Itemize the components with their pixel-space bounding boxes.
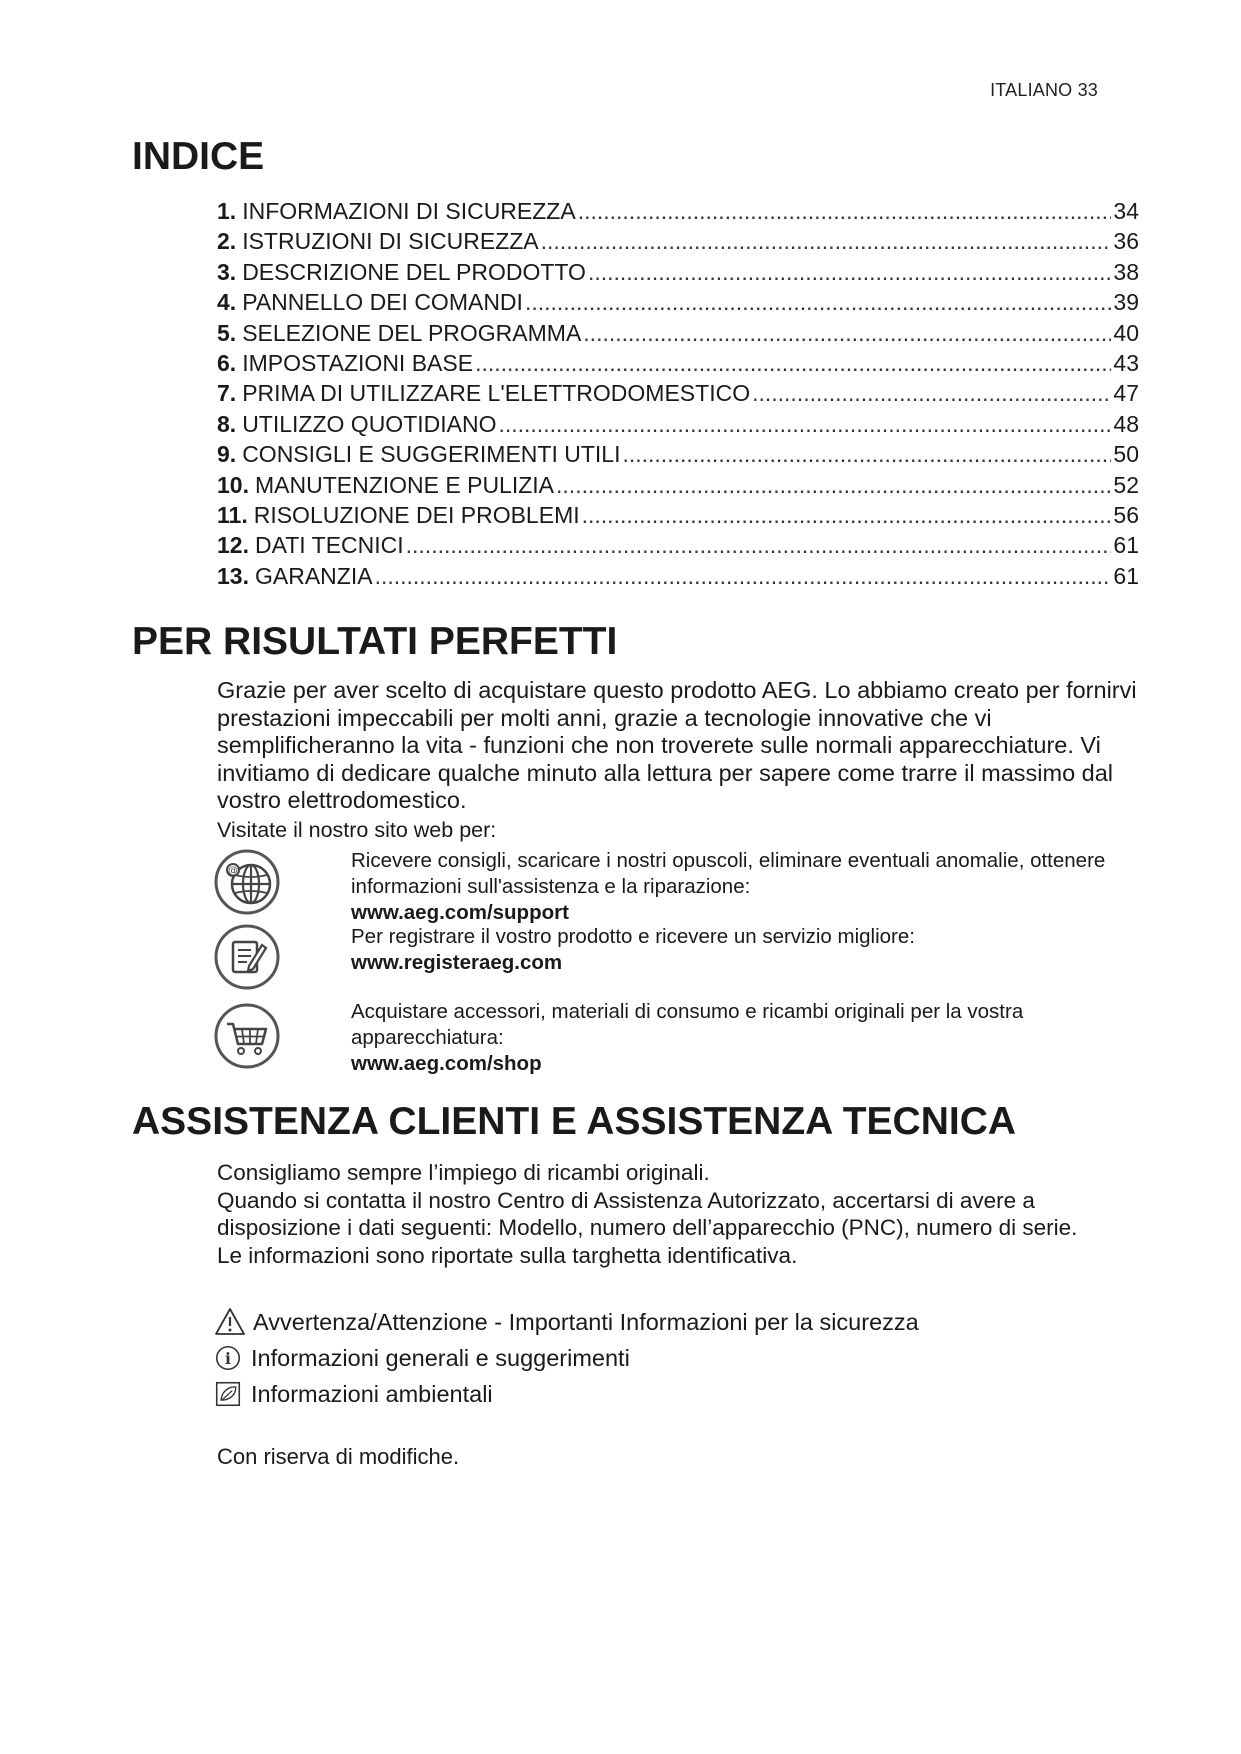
toc-item-label: DESCRIZIONE DEL PRODOTTO [242,258,586,285]
toc-leader [375,563,1112,590]
toc-leader [475,350,1111,377]
toc-item-number: 9. [217,441,237,468]
toc-leader [622,441,1111,468]
toc-leader [541,228,1112,255]
toc-item-label: MANUTENZIONE E PULIZIA [254,471,555,498]
toc-item-number: 11. [217,501,248,528]
toc-item-label: UTILIZZO QUOTIDIANO [242,410,497,437]
register-icon [213,923,281,991]
legend-item [215,1376,919,1412]
legend-text: Informazioni ambientali [251,1380,493,1407]
toc-item-page: 48 [1113,410,1139,437]
toc-item-number: 7. [217,380,237,407]
service-paragraph [217,1159,1147,1269]
toc-item-page: 36 [1113,228,1139,255]
toc-item[interactable] [217,198,1139,228]
toc-item-label: IMPOSTAZIONI BASE [242,349,474,376]
toc-title: INDICE [132,135,265,178]
service-line: Le informazioni sono riportate sulla targhetta identificativa. [217,1242,798,1268]
toc-leader [498,411,1111,438]
toc-item-number: 10. [217,471,249,498]
web-item-support [213,848,1143,924]
toc-item-page: 47 [1113,380,1139,407]
web-item-text: Ricevere consigli, scaricare i nostri opuscoli, eliminare eventuali anomalie, ottenere informazioni sull'assistenza e la riparazione: [351,849,1106,898]
toc-item-label: DATI TECNICI [254,532,404,559]
toc-item-number: 12. [217,532,249,559]
toc-item-page: 34 [1113,198,1139,224]
toc-leader [752,380,1111,407]
toc-item-label: ISTRUZIONI DI SICUREZZA [242,228,539,255]
intro-paragraph [217,677,1147,845]
toc-item-page: 61 [1113,562,1139,589]
service-line: Quando si contatta il nostro Centro di Assistenza Autorizzato, accertarsi di avere a disposizione i dati seguenti: Modello, numero dell’apparecchio (PNC), numero di serie. [217,1187,1078,1241]
toc-item-label: GARANZIA [254,562,373,589]
toc-item-page: 50 [1113,441,1139,468]
toc-item-label: RISOLUZIONE DEI PROBLEMI [253,501,580,528]
cart-icon [213,1002,281,1070]
toc-item[interactable] [217,411,1139,441]
website-links [213,848,1143,1079]
web-item-text: Acquistare accessori, materiali di consumo e ricambi originali per la vostra apparecchiatura: [351,1000,1024,1049]
web-item-register [213,924,1143,999]
toc-item[interactable] [217,380,1139,410]
toc-item-label: PANNELLO DEI COMANDI [242,289,523,316]
toc-item[interactable] [217,350,1139,380]
section-title-perfect-results: PER RISULTATI PERFETTI [132,620,618,663]
legend-text: Informazioni generali e suggerimenti [251,1344,630,1371]
toc-item-number: 8. [217,410,237,437]
toc-item-number: 2. [217,228,237,255]
toc-item[interactable] [217,502,1139,532]
toc-item-page: 52 [1113,471,1139,498]
toc-item[interactable] [217,320,1139,350]
toc-item-number: 13. [217,562,249,589]
toc-item[interactable] [217,289,1139,319]
toc-item-page: 43 [1113,349,1139,376]
toc-leader [588,259,1111,286]
service-line: Consigliamo sempre l’impiego di ricambi originali. [217,1160,710,1185]
toc-item-page: 61 [1113,532,1139,559]
intro-text: Grazie per aver scelto di acquistare questo prodotto AEG. Lo abbiamo creato per fornirvi prestazioni impeccabili per molti anni, grazie a tecnologie innovative che vi semplificheranno la vita - funzioni che non troverete sulle normali apparecchiature. Vi invitiamo di dedicare qualche minuto alla lettura per sapere come trarre il massimo dal vostro elettrodomestico. [217,677,1137,814]
toc-item-number: 4. [217,289,237,316]
toc-leader [406,532,1112,559]
toc-item[interactable] [217,532,1139,562]
toc-leader [556,472,1111,499]
toc-item-label: CONSIGLI E SUGGERIMENTI UTILI [242,441,621,468]
toc-leader [578,198,1112,225]
leaf-icon [215,1381,241,1407]
toc-leader [525,289,1111,316]
toc-item-label: INFORMAZIONI DI SICUREZZA [242,198,576,224]
toc-item-page: 40 [1113,319,1139,346]
svg-text:@: @ [228,865,238,877]
toc-item[interactable] [217,228,1139,258]
legend-item [215,1304,919,1340]
toc-item-number: 3. [217,258,237,285]
legend-item [215,1340,919,1376]
toc-item-page: 56 [1113,501,1139,528]
toc-leader [583,320,1111,347]
legend-text: Avvertenza/Attenzione - Importanti Informazioni per la sicurezza [253,1308,919,1335]
register-link[interactable]: www.registeraeg.com [351,951,563,974]
section-title-customer-service: ASSISTENZA CLIENTI E ASSISTENZA TECNICA [132,1100,1017,1143]
toc-item-label: SELEZIONE DEL PROGRAMMA [242,319,582,346]
visit-text: Visitate il nostro sito web per: [217,817,497,842]
web-item-shop [213,999,1143,1079]
web-item-text: Per registrare il vostro prodotto e ricevere un servizio migliore: [351,925,915,948]
toc-leader [582,502,1112,529]
disclaimer-text: Con riserva di modifiche. [217,1444,460,1469]
toc-item[interactable] [217,563,1139,593]
toc-item-page: 39 [1113,289,1139,316]
page-header-label: ITALIANO 33 [990,80,1098,100]
symbol-legend [215,1304,919,1412]
toc-item[interactable] [217,472,1139,502]
shop-link[interactable]: www.aeg.com/shop [351,1052,542,1075]
warning-icon [215,1307,245,1337]
toc-item-page: 38 [1113,258,1139,285]
table-of-contents [217,198,1139,593]
globe-icon [213,848,281,916]
toc-item-number: 5. [217,319,237,346]
support-link[interactable]: www.aeg.com/support [351,901,569,924]
toc-item[interactable] [217,441,1139,471]
toc-item-number: 6. [217,349,237,376]
toc-item-number: 1. [217,198,237,224]
info-icon [215,1345,241,1371]
toc-item[interactable] [217,259,1139,289]
toc-item-label: PRIMA DI UTILIZZARE L'ELETTRODOMESTICO [242,380,751,407]
svg-text:i: i [225,1349,231,1369]
